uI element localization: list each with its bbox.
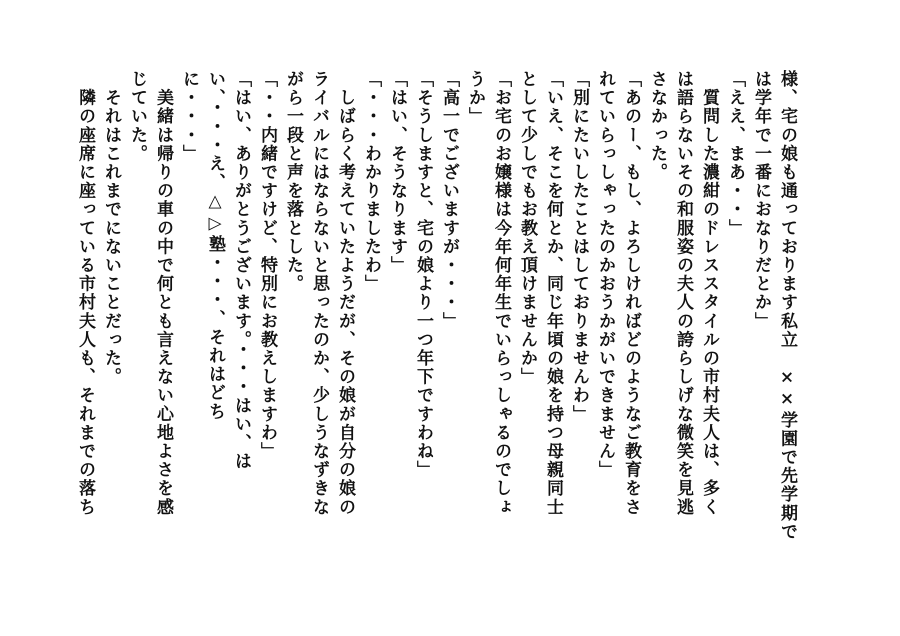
text-line: は学年で一番におなりだとか」: [751, 70, 771, 331]
text-line: れていらっしゃったのかおうかがいできません」: [595, 70, 615, 480]
text-line: として少しでもお教え頂けませんか」: [517, 70, 537, 387]
text-line: 「・・・わかりましたわ」: [361, 70, 381, 294]
text-line: さなかった。: [647, 70, 667, 182]
text-line: ライバルにはならないと思ったのか、少しうなずきな: [309, 70, 329, 517]
vertical-text-body: [72, 70, 800, 550]
text-line: うか」: [465, 70, 485, 126]
text-line: じていた。: [127, 70, 147, 163]
text-line: 「そうしますと、宅の娘より一つ年下ですわね」: [413, 70, 433, 480]
text-line: い、・・・え、△▷塾・・・、それはどち: [205, 70, 225, 421]
text-line: に・・・」: [179, 70, 199, 163]
text-line: 「はい、そうなります」: [387, 70, 407, 275]
text-line: 美緒は帰りの車の中で何とも言えない心地よさを感: [153, 70, 173, 517]
text-line: 隣の座席に座っている市村夫人も、それまでの落ち: [75, 70, 95, 517]
text-line: 「はい、ありがとうございます。・・・はい、は: [231, 70, 251, 471]
text-line: がら一段と声を落とした。: [283, 70, 303, 294]
text-line: 「・・内緒ですけど、特別にお教えしますわ」: [257, 70, 277, 461]
text-line: 「ええ、まあ・・」: [725, 70, 745, 238]
text-line: しばらく考えていたようだが、その娘が自分の娘の: [335, 70, 355, 517]
text-line: 「高一でございますが・・・」: [439, 70, 459, 331]
text-line: 「お宅のお嬢様は今年何年生でいらっしゃるのでしょ: [491, 70, 511, 517]
text-line: それはこれまでにないことだった。: [101, 70, 121, 387]
text-line: は語らないその和服姿の夫人の誇らしげな微笑を見逃: [673, 70, 693, 517]
text-line: 「あのー、もし、よろしければどのようなご教育をさ: [621, 70, 641, 517]
text-line: 「別にたいしたことはしておりませんわ」: [569, 70, 589, 424]
text-line: 質問した濃紺のドレススタイルの市村夫人は、多く: [699, 70, 719, 517]
text-line: 様、宅の娘も通っております私立 ××学園で先学期で: [777, 70, 797, 541]
text-line: 「いえ、そこを何とか、同じ年頃の娘を持つ母親同士: [543, 70, 563, 517]
